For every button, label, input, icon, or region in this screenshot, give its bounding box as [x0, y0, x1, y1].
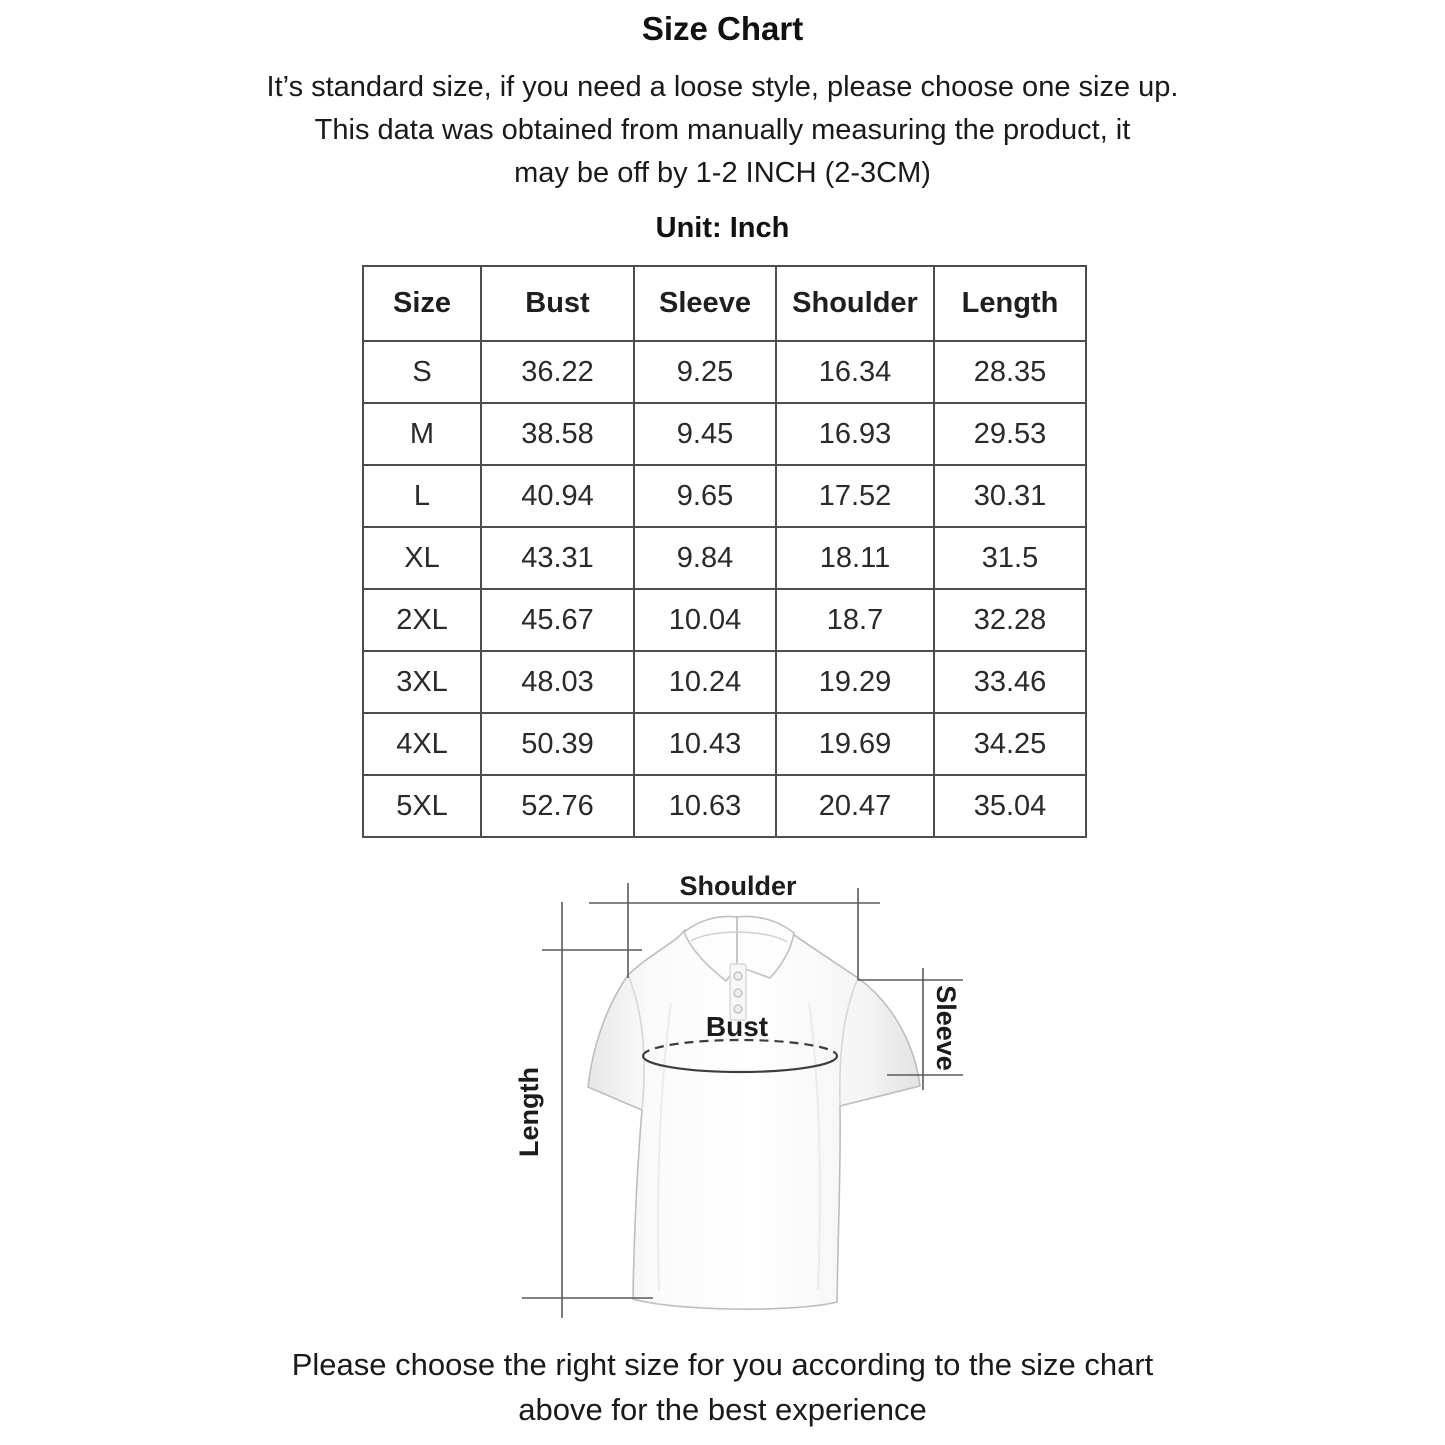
table-cell: 19.29	[776, 651, 934, 713]
table-cell: 10.04	[634, 589, 776, 651]
header-cell-length: Length	[934, 266, 1086, 341]
table-cell: 17.52	[776, 465, 934, 527]
table-cell: 45.67	[481, 589, 634, 651]
table-cell: S	[363, 341, 481, 403]
table-cell: L	[363, 465, 481, 527]
table-cell: 32.28	[934, 589, 1086, 651]
table-cell: 3XL	[363, 651, 481, 713]
header-cell-size: Size	[363, 266, 481, 341]
size-table	[362, 265, 1087, 838]
length-label: Length	[514, 1067, 544, 1157]
header-cell-sleeve: Sleeve	[634, 266, 776, 341]
header-cell-bust: Bust	[481, 266, 634, 341]
table-cell: 31.5	[934, 527, 1086, 589]
table-cell: 10.63	[634, 775, 776, 837]
sleeve-label: Sleeve	[931, 985, 961, 1071]
size-note-line-2: This data was obtained from manually measuring the product, it	[314, 114, 1131, 146]
table-cell: 35.04	[934, 775, 1086, 837]
page-title: Size Chart	[641, 10, 804, 47]
bust-label: Bust	[705, 1011, 769, 1042]
footer-note-line-2: above for the best experience	[518, 1392, 927, 1427]
table-cell: 9.25	[634, 341, 776, 403]
table-cell: 18.7	[776, 589, 934, 651]
unit-label: Unit: Inch	[655, 212, 790, 244]
table-row	[363, 341, 1086, 403]
shoulder-label: Shoulder	[679, 871, 797, 901]
table-cell: M	[363, 403, 481, 465]
table-cell: 33.46	[934, 651, 1086, 713]
size-note-line-3: may be off by 1-2 INCH (2-3CM)	[514, 157, 931, 189]
table-cell: 34.25	[934, 713, 1086, 775]
table-cell: 36.22	[481, 341, 634, 403]
table-cell: 10.24	[634, 651, 776, 713]
footer-note-line-1: Please choose the right size for you according to the size chart	[291, 1347, 1154, 1382]
table-row	[363, 651, 1086, 713]
table-cell: 38.58	[481, 403, 634, 465]
measurement-diagram	[470, 858, 980, 1338]
table-cell: 16.34	[776, 341, 934, 403]
footer-note	[0, 1342, 1445, 1432]
table-cell: 18.11	[776, 527, 934, 589]
table-cell: 48.03	[481, 651, 634, 713]
table-cell: 9.45	[634, 403, 776, 465]
table-cell: 30.31	[934, 465, 1086, 527]
table-cell: 16.93	[776, 403, 934, 465]
table-cell: 5XL	[363, 775, 481, 837]
polo-shirt-illustration	[588, 916, 920, 1309]
table-cell: 10.43	[634, 713, 776, 775]
table-row	[363, 713, 1086, 775]
table-cell: 19.69	[776, 713, 934, 775]
table-row	[363, 465, 1086, 527]
table-cell: 9.65	[634, 465, 776, 527]
table-cell: 52.76	[481, 775, 634, 837]
table-cell: 9.84	[634, 527, 776, 589]
table-header-row	[363, 266, 1086, 341]
table-cell: 50.39	[481, 713, 634, 775]
table-row	[363, 403, 1086, 465]
table-cell: 28.35	[934, 341, 1086, 403]
size-note	[0, 66, 1445, 195]
table-cell: 43.31	[481, 527, 634, 589]
table-cell: 29.53	[934, 403, 1086, 465]
table-cell: 40.94	[481, 465, 634, 527]
table-cell: 20.47	[776, 775, 934, 837]
table-row	[363, 527, 1086, 589]
table-row	[363, 589, 1086, 651]
table-cell: XL	[363, 527, 481, 589]
size-note-line-1: It’s standard size, if you need a loose style, please choose one size up.	[266, 71, 1179, 103]
table-cell: 2XL	[363, 589, 481, 651]
header-cell-shoulder: Shoulder	[776, 266, 934, 341]
table-row	[363, 775, 1086, 837]
table-cell: 4XL	[363, 713, 481, 775]
